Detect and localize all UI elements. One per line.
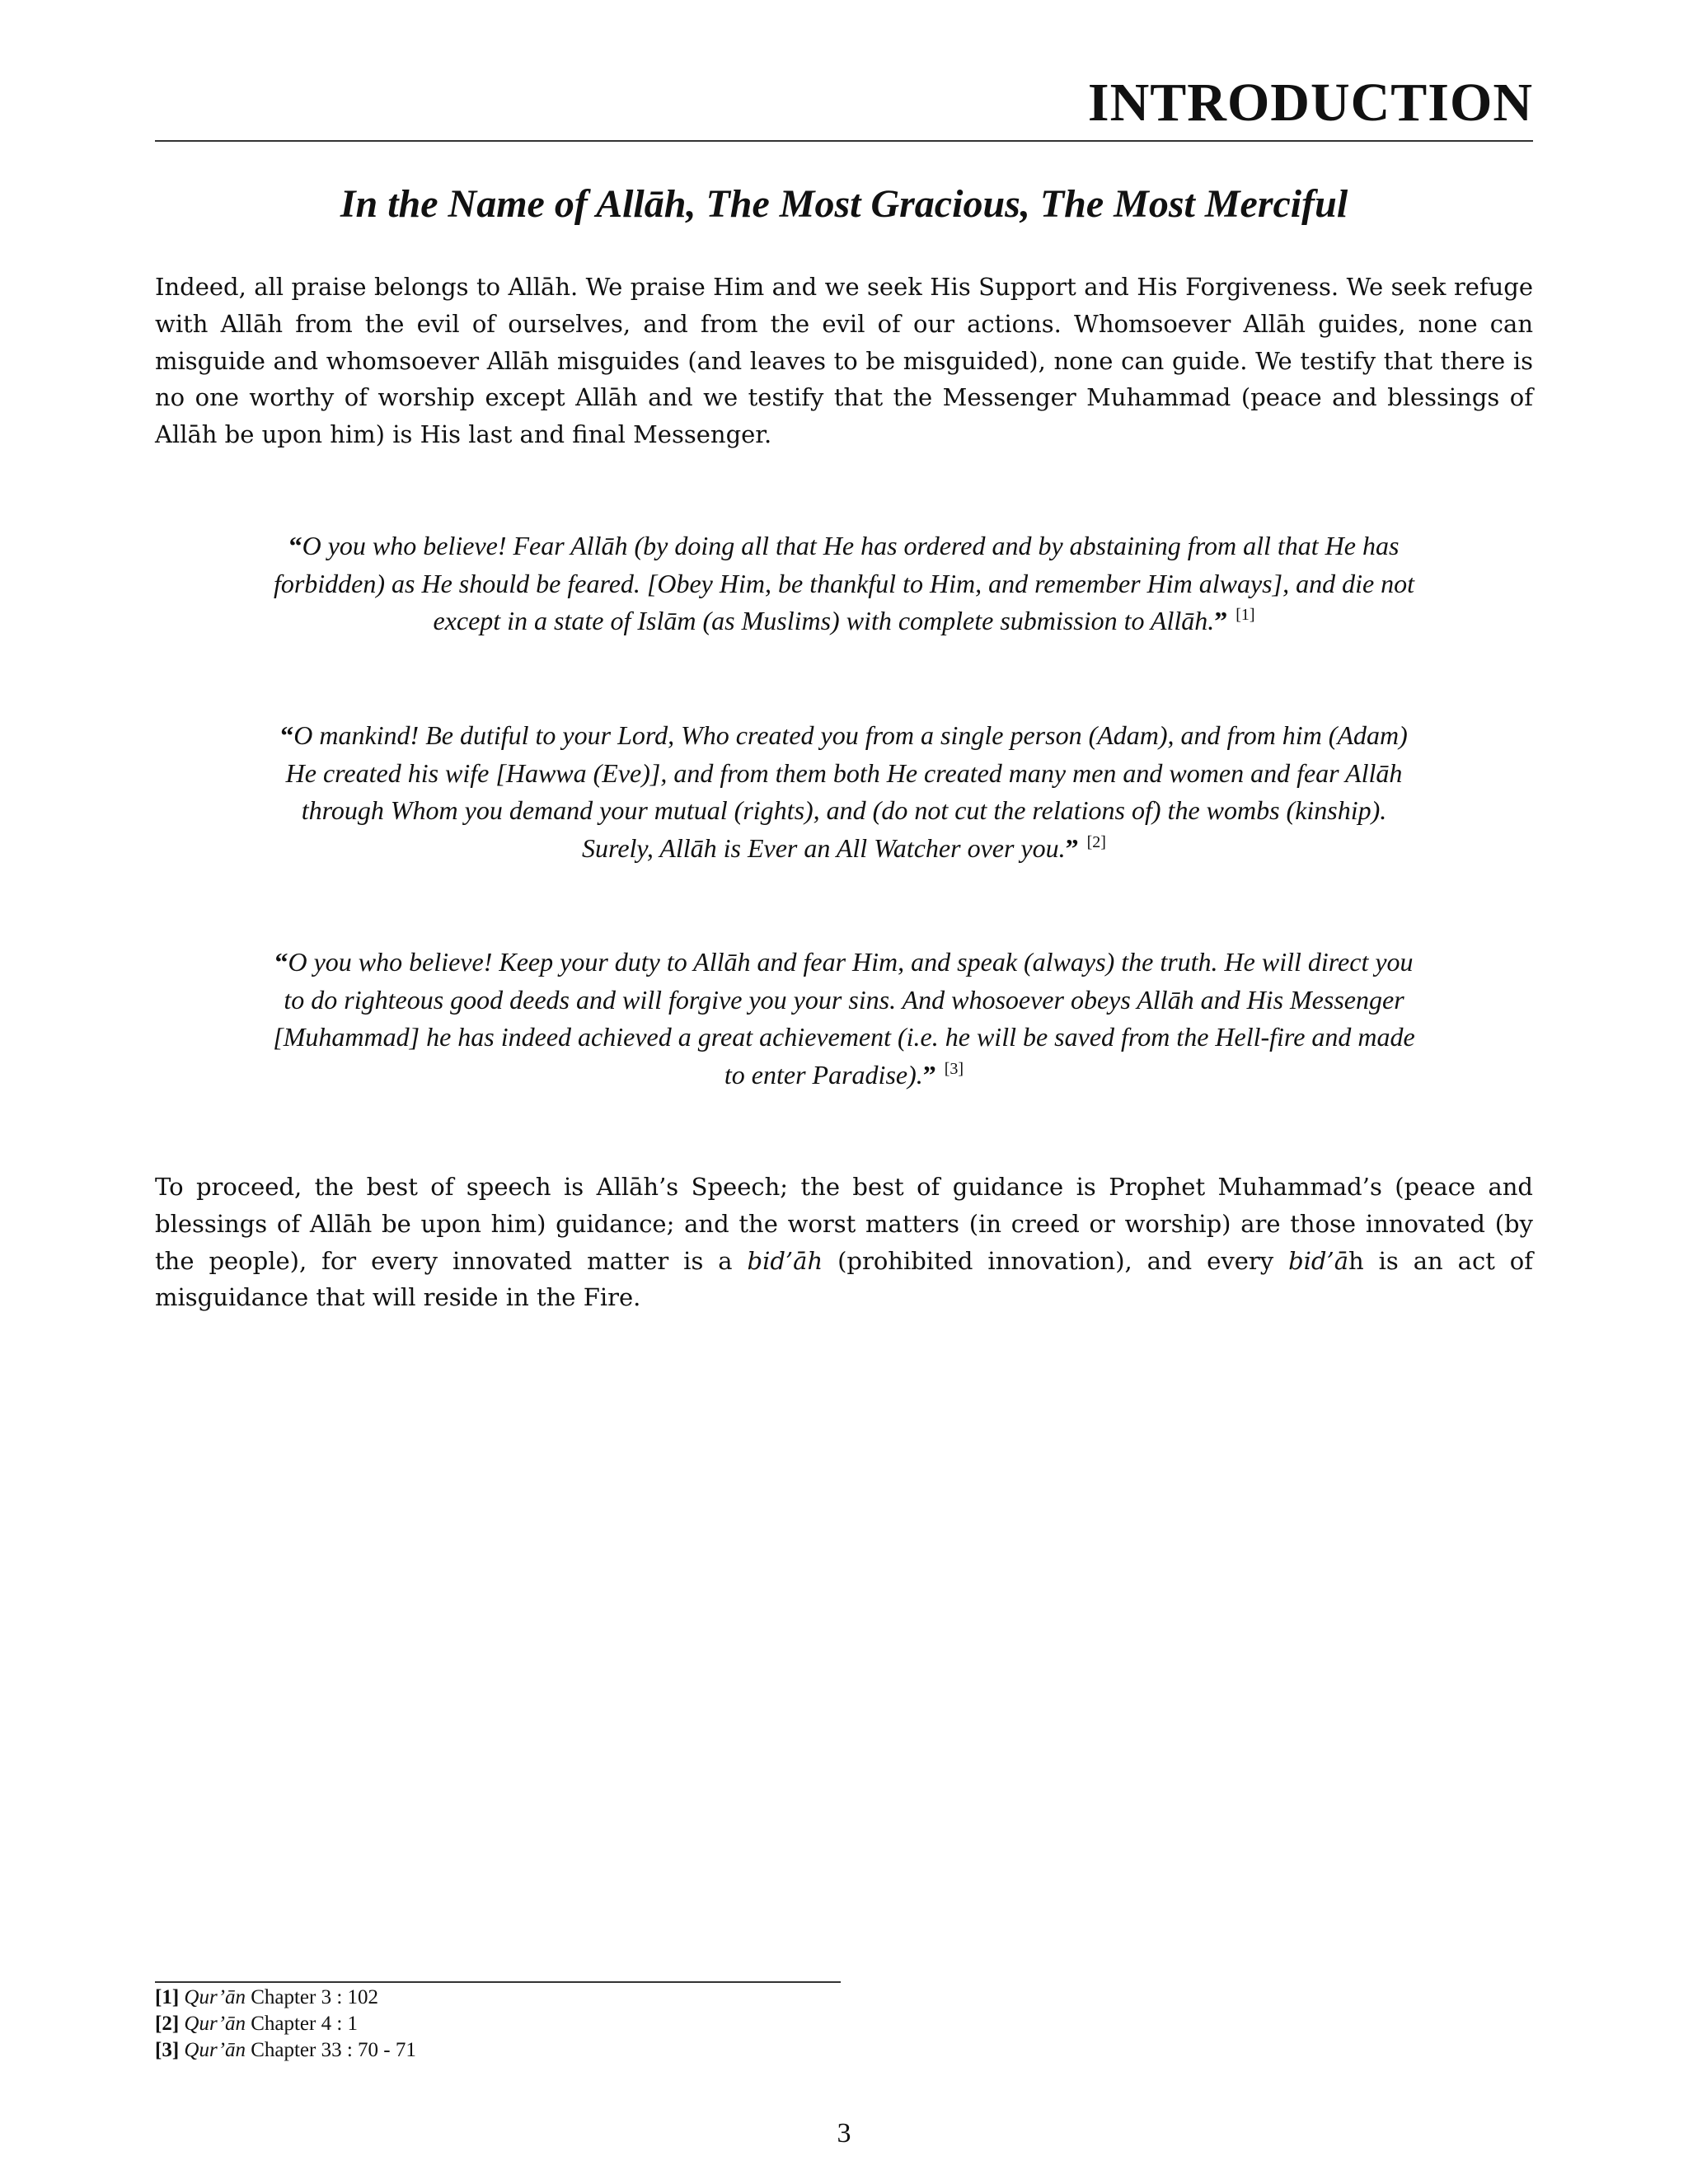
quote-text: O you who believe! Fear Allāh (by doing all that He has ordered and by abstaining from all that He has forbidden) as He should be feared. [Obey Him, be thankful to Him, and remember Him always], and die not except in a state of Islām (as Muslims) with complete submission to Allāh. <box>273 531 1415 635</box>
chapter-title: INTRODUCTION <box>1087 73 1533 133</box>
closing-paragraph <box>155 1169 1533 1316</box>
quote-text: O mankind! Be dutiful to your Lord, Who created you from a single person (Adam), and from him (Adam) He created his wife [Hawwa (Eve)], and from them both He created many men and women and fear Allāh through Whom you demand your mutual (rights), and (do not cut the relations of) the wombs (kinship). Surely, Allāh is Ever an All Watcher over you. <box>285 720 1408 863</box>
footnote-rule <box>155 1981 841 1983</box>
footnote-citation: Chapter 4 : 1 <box>245 2013 359 2035</box>
footnotes-list <box>155 1985 416 2064</box>
opening-paragraph: Indeed, all praise belongs to Allāh. We praise Him and we seek His Support and His Forgiveness. We seek refuge with Allāh from the evil of ourselves, and from the evil of our actions. Whomsoever Allāh guides, none can misguide and whomsoever Allāh misguides (and leaves to be misguided), none can guide. We testify that there is no one worthy of worship except Allāh and we testify that the Messenger Muhammad (peace and blessings of Allāh be upon him) is His last and final Messenger. <box>155 273 1533 449</box>
quote-close-mark: ” <box>1065 832 1079 863</box>
quran-quote-1 <box>272 527 1416 640</box>
quran-quote-3 <box>272 944 1416 1094</box>
closing-text: h is an act of misguidance that will reside in the Fire. <box>155 1246 1533 1312</box>
quote-text: O you who believe! Keep your duty to Allāh and fear Him, and speak (always) the truth. He will direct you to do righteous good deeds and will forgive you your sins. And whosoever obeys Allāh and His Messenger [Muhammad] he has indeed achieved a great achievement (i.e. he will be saved from the Hell-fire and made to enter Paradise). <box>273 947 1415 1090</box>
footnote-item <box>155 2037 416 2064</box>
term-bidah: bid’ā <box>1288 1246 1349 1275</box>
footnote-number: [3] <box>155 2039 180 2061</box>
footnote-source: Qur’ān <box>184 1986 246 2008</box>
quote-open-mark: “ <box>274 947 288 977</box>
footnote-source: Qur’ān <box>184 2013 246 2035</box>
quote-close-mark: ” <box>922 1059 936 1090</box>
term-bidah: bid’āh <box>747 1246 823 1275</box>
footnote-item <box>155 2011 416 2037</box>
quran-quote-2 <box>272 717 1416 867</box>
footnote-number: [1] <box>155 1986 180 2008</box>
quote-open-mark: “ <box>288 531 302 560</box>
footnote-item <box>155 1985 416 2011</box>
closing-text: To proceed, the best of speech is Allāh’s Speech; the best of guidance is Prophet Muhammad’s (peace and blessings of Allāh be upon him) guidance; and the worst matters (in creed or worship) are those innovated (by the people), for every innovated matter is a <box>155 1173 1533 1275</box>
title-rule <box>155 140 1533 142</box>
page-number: 3 <box>837 2118 851 2149</box>
footnote-reference[interactable]: [2] <box>1086 832 1106 851</box>
basmala-heading: In the Name of Allāh, The Most Gracious, The Most Merciful <box>340 182 1348 226</box>
footnote-citation: Chapter 3 : 102 <box>245 1986 379 2008</box>
footnote-source: Qur’ān <box>184 2039 246 2061</box>
quote-close-mark: ” <box>1214 606 1228 635</box>
footnote-number: [2] <box>155 2013 180 2035</box>
footnote-reference[interactable]: [3] <box>944 1059 964 1078</box>
footnote-reference[interactable]: [1] <box>1236 606 1255 625</box>
footnote-citation: Chapter 33 : 70 - 71 <box>245 2039 416 2061</box>
closing-text: (prohibited innovation), and every <box>823 1246 1289 1275</box>
quote-open-mark: “ <box>280 720 294 750</box>
